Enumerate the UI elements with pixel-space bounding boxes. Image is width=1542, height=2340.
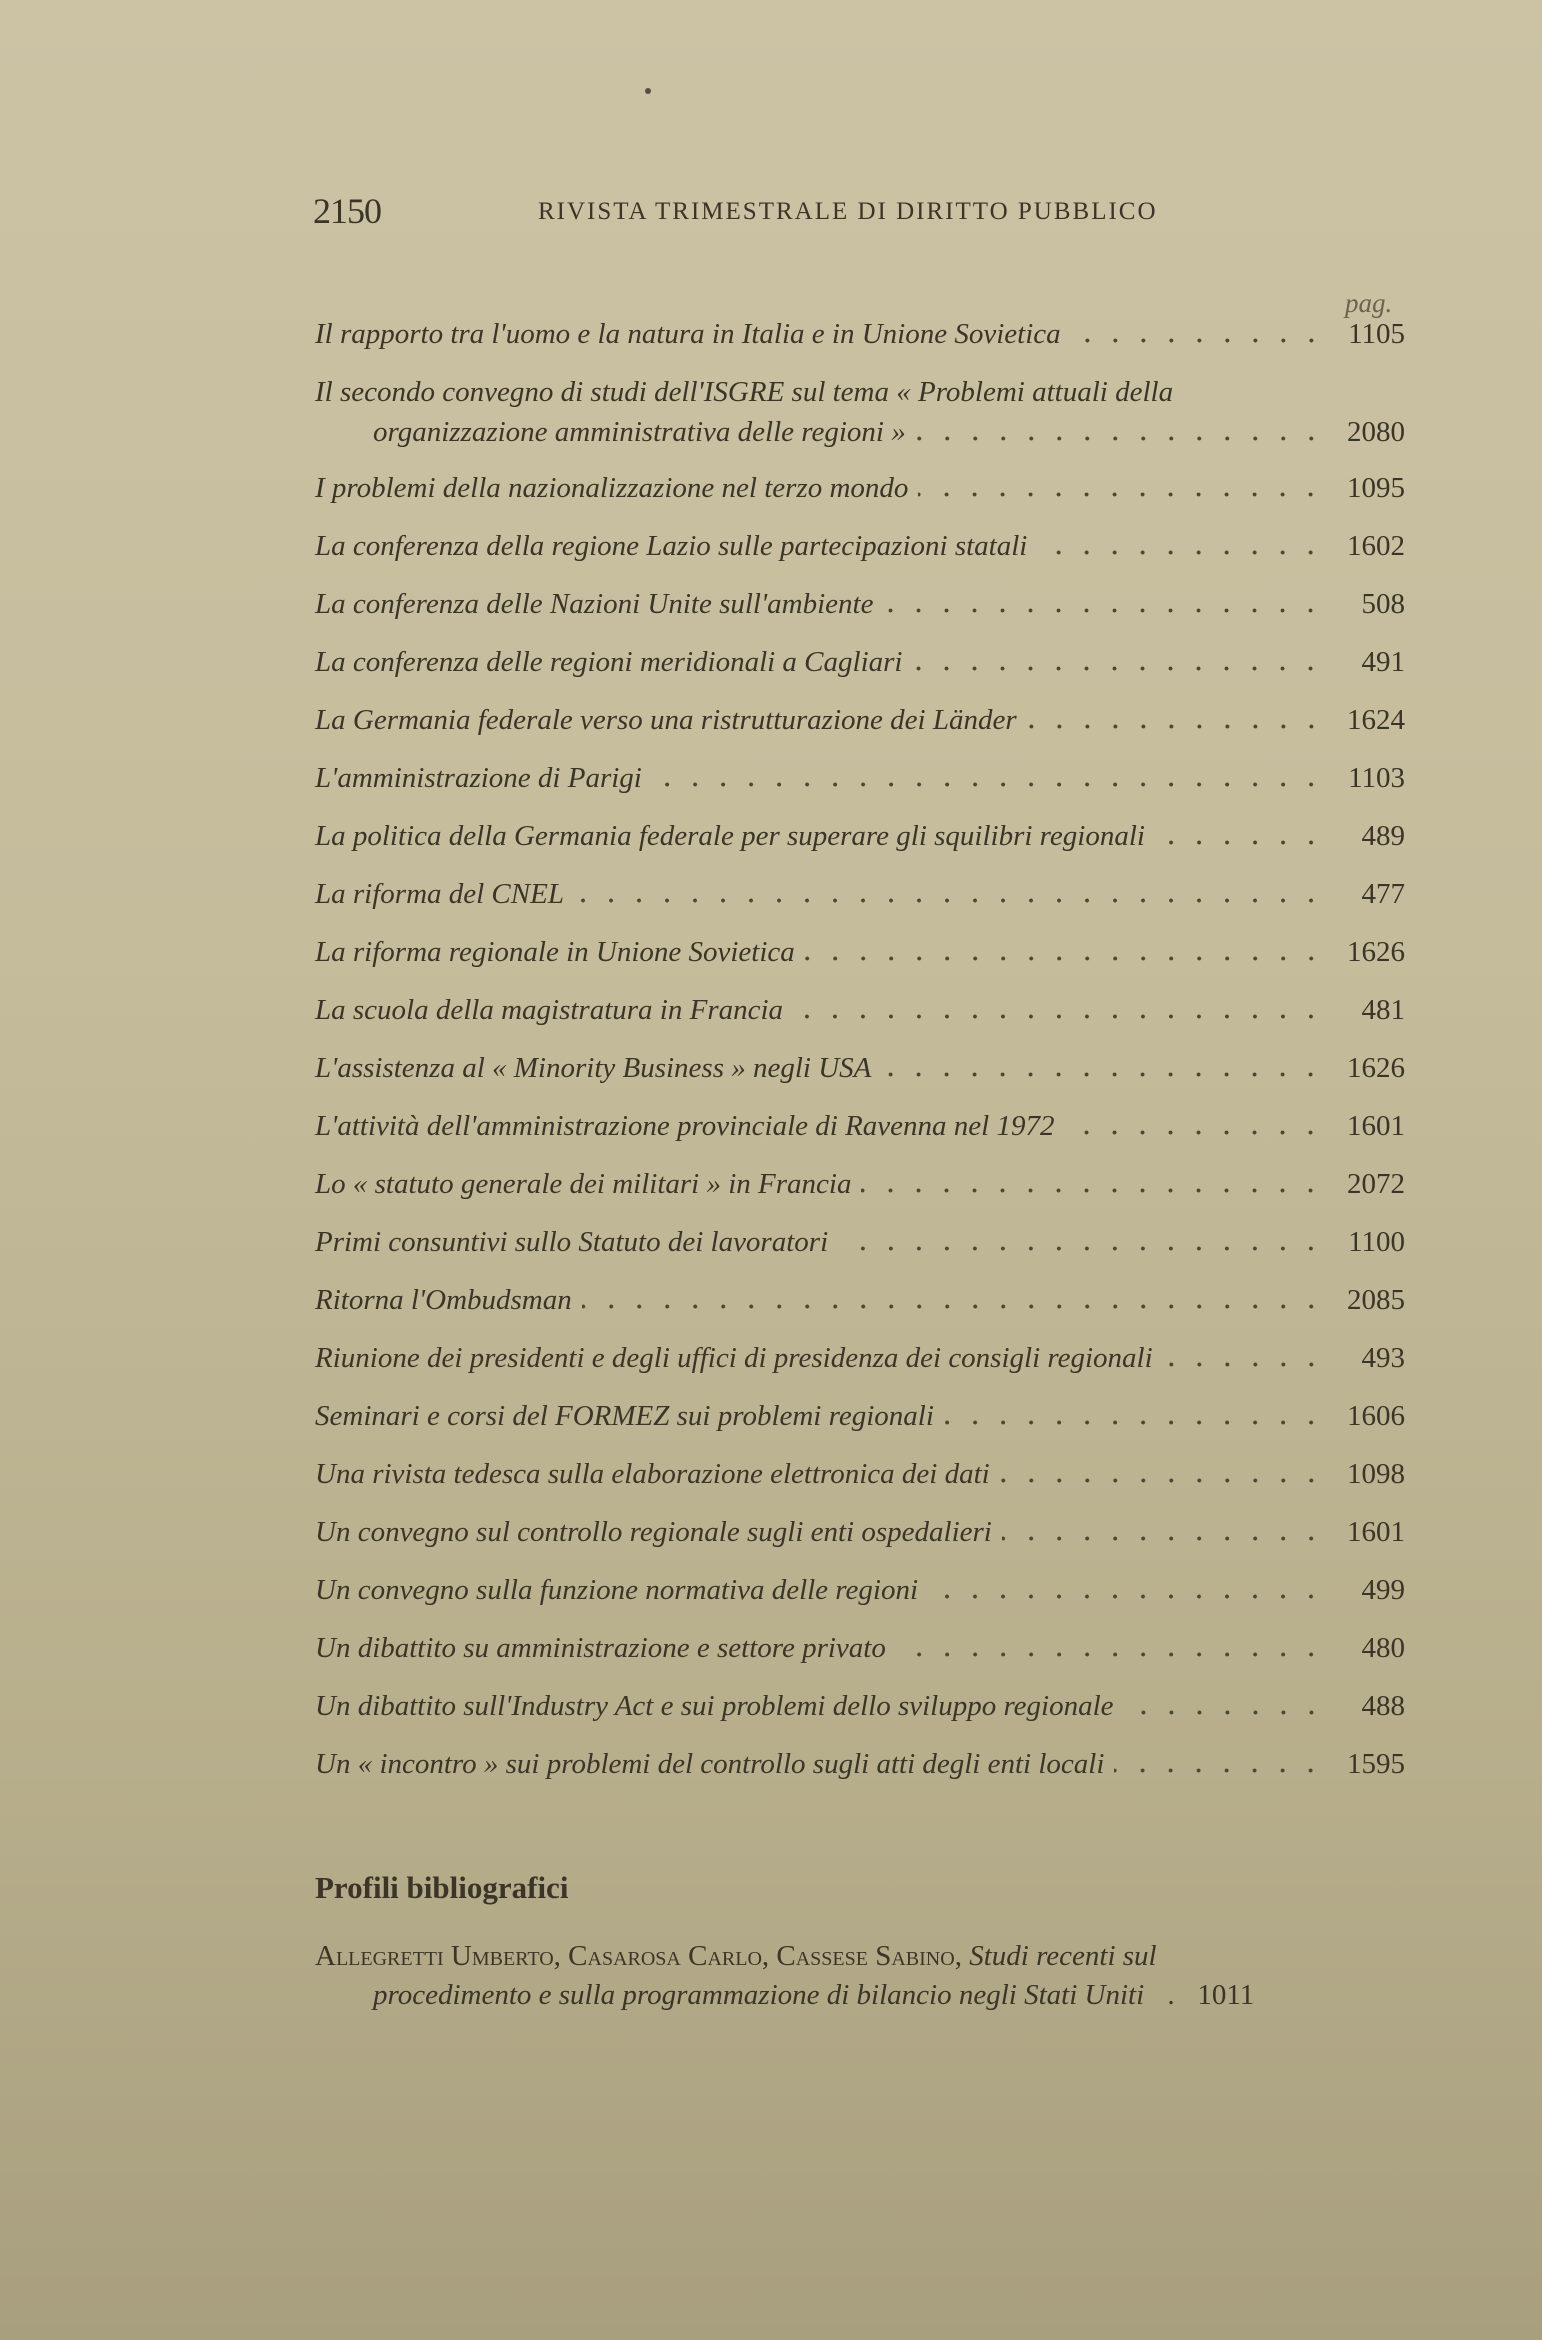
entry-title: Primi consuntivi sullo Statuto dei lavoratori	[315, 1226, 829, 1258]
dot-leader	[793, 1014, 1325, 1019]
dot-leader	[1124, 1710, 1325, 1715]
index-entry	[315, 820, 1405, 878]
index-entry	[315, 1748, 1405, 1806]
dot-leader	[582, 1304, 1325, 1309]
dot-leader	[652, 782, 1325, 787]
entry-title: La conferenza delle regioni meridionali a Cagliari	[315, 646, 903, 678]
entry-title: Riunione dei presidenti e degli uffici di presidenza dei consigli regionali	[315, 1342, 1153, 1374]
entry-title: Un dibattito sull'Industry Act e sui problemi dello sviluppo regionale	[315, 1690, 1114, 1722]
entry-title: Lo « statuto generale dei militari » in Francia	[315, 1168, 852, 1200]
dot-leader	[1155, 840, 1325, 845]
index-entry	[315, 1168, 1405, 1226]
entry-title: L'amministrazione di Parigi	[315, 762, 642, 794]
entry-page: 477	[1361, 878, 1405, 910]
page-number: 2150	[313, 191, 381, 231]
index-entry	[315, 1110, 1405, 1168]
dot-leader	[944, 1420, 1325, 1425]
dot-leader	[928, 1594, 1325, 1599]
entry-page: 1601	[1347, 1110, 1405, 1142]
entry-page: 489	[1361, 820, 1405, 852]
entry-title: La Germania federale verso una ristrutturazione dei Länder	[315, 704, 1017, 736]
bib-page: 1011	[1197, 1979, 1255, 2011]
index-entry	[315, 1226, 1405, 1284]
dot-leader	[1163, 1362, 1325, 1367]
entry-title: L'assistenza al « Minority Business » negli USA	[315, 1052, 872, 1084]
index-entry	[315, 878, 1405, 936]
index-entry	[315, 1052, 1405, 1110]
entry-title: La riforma del CNEL	[315, 878, 564, 910]
index-entry	[315, 588, 1405, 646]
dot-leader	[883, 608, 1325, 613]
entry-page: 1624	[1347, 704, 1405, 736]
entry-title: Il secondo convegno di studi dell'ISGRE sul tema « Problemi attuali della	[315, 376, 1174, 408]
entry-page: 2080	[1347, 416, 1405, 448]
entry-title: I problemi della nazionalizzazione nel terzo mondo	[315, 472, 909, 504]
journal-title: RIVISTA TRIMESTRALE DI DIRITTO PUBBLICO	[538, 198, 1158, 225]
dot-leader	[861, 1188, 1325, 1193]
index-entry	[315, 318, 1405, 376]
entry-page: 2085	[1347, 1284, 1405, 1316]
index-entry	[315, 994, 1405, 1052]
index-entry	[315, 376, 1405, 472]
entry-page: 499	[1361, 1574, 1405, 1606]
bib-title: Studi recenti sul	[969, 1940, 1157, 1972]
dot-leader	[1114, 1768, 1325, 1773]
entry-page: 491	[1361, 646, 1405, 678]
entry-page: 493	[1361, 1342, 1405, 1374]
entry-title: L'attività dell'amministrazione provinciale di Ravenna nel 1972	[315, 1110, 1055, 1142]
bib-title-cont: procedimento e sulla programmazione di bilancio negli Stati Uniti	[373, 1979, 1145, 2011]
entry-title: Seminari e corsi del FORMEZ sui problemi regionali	[315, 1400, 934, 1432]
entry-title: Una rivista tedesca sulla elaborazione elettronica dei dati	[315, 1458, 990, 1490]
entry-title: Un « incontro » sui problemi del controllo sugli atti degli enti locali	[315, 1748, 1105, 1780]
dot-leader	[838, 1246, 1325, 1251]
index-entry	[315, 530, 1405, 588]
index-entry	[315, 1516, 1405, 1574]
entry-title: La conferenza delle Nazioni Unite sull'ambiente	[315, 588, 874, 620]
index-entry	[315, 1690, 1405, 1748]
entry-page: 1606	[1347, 1400, 1405, 1432]
entry-title: La riforma regionale in Unione Sovietica	[315, 936, 795, 968]
entry-continuation	[315, 416, 1405, 449]
entry-page: 1602	[1347, 530, 1405, 562]
entry-title: Ritorna l'Ombudsman	[315, 1284, 572, 1316]
dot-leader	[916, 436, 1325, 441]
bibliography-entry	[315, 1940, 1405, 2012]
entry-title: Un dibattito su amministrazione e settore privato	[315, 1632, 886, 1664]
entry-title-cont: organizzazione amministrativa delle regioni »	[373, 416, 906, 448]
dot-leader	[805, 956, 1325, 961]
leader-dot: .	[1168, 1979, 1176, 2011]
index-entry	[315, 936, 1405, 994]
index-list	[315, 318, 1405, 1806]
bib-authors: Allegretti Umberto, Casarosa Carlo, Cassese Sabino,	[315, 1940, 962, 1972]
dot-leader	[1000, 1478, 1325, 1483]
dot-leader	[1027, 724, 1325, 729]
entry-title: La scuola della magistratura in Francia	[315, 994, 784, 1026]
running-header	[313, 190, 1413, 240]
dot-leader	[1002, 1536, 1325, 1541]
entry-title: Un convegno sulla funzione normativa delle regioni	[315, 1574, 918, 1606]
entry-page: 481	[1361, 994, 1405, 1026]
page-speck	[645, 88, 651, 94]
dot-leader	[1064, 1130, 1325, 1135]
entry-page: 1626	[1347, 936, 1405, 968]
index-entry	[315, 646, 1405, 704]
entry-page: 1626	[1347, 1052, 1405, 1084]
entry-page: 1595	[1347, 1748, 1405, 1780]
dot-leader	[918, 492, 1325, 497]
entry-title: Il rapporto tra l'uomo e la natura in Italia e in Unione Sovietica	[315, 318, 1061, 350]
entry-page: 1098	[1347, 1458, 1405, 1490]
entry-title: La conferenza della regione Lazio sulle partecipazioni statali	[315, 530, 1028, 562]
entry-page: 1105	[1348, 318, 1405, 350]
dot-leader	[1071, 338, 1325, 343]
dot-leader	[912, 666, 1325, 671]
index-entry	[315, 704, 1405, 762]
entry-title: La politica della Germania federale per superare gli squilibri regionali	[315, 820, 1145, 852]
dot-leader	[574, 898, 1325, 903]
dot-leader	[896, 1652, 1325, 1657]
entry-page: 2072	[1347, 1168, 1405, 1200]
entry-page: 488	[1361, 1690, 1405, 1722]
index-entry	[315, 472, 1405, 530]
index-entry	[315, 1342, 1405, 1400]
dot-leader	[1037, 550, 1325, 555]
index-entry	[315, 1632, 1405, 1690]
index-entry	[315, 1284, 1405, 1342]
index-entry	[315, 762, 1405, 820]
entry-page: 1601	[1347, 1516, 1405, 1548]
entry-page: 480	[1361, 1632, 1405, 1664]
page-column-label: pag.	[1345, 288, 1393, 318]
index-entry	[315, 1400, 1405, 1458]
entry-page: 508	[1361, 588, 1405, 620]
entry-page: 1100	[1348, 1226, 1405, 1258]
section-heading: Profili bibliografici	[315, 1870, 569, 1905]
dot-leader	[881, 1072, 1325, 1077]
entry-title: Un convegno sul controllo regionale sugli enti ospedalieri	[315, 1516, 992, 1548]
index-entry	[315, 1574, 1405, 1632]
index-entry	[315, 1458, 1405, 1516]
entry-page: 1103	[1348, 762, 1405, 794]
entry-page: 1095	[1347, 472, 1405, 504]
